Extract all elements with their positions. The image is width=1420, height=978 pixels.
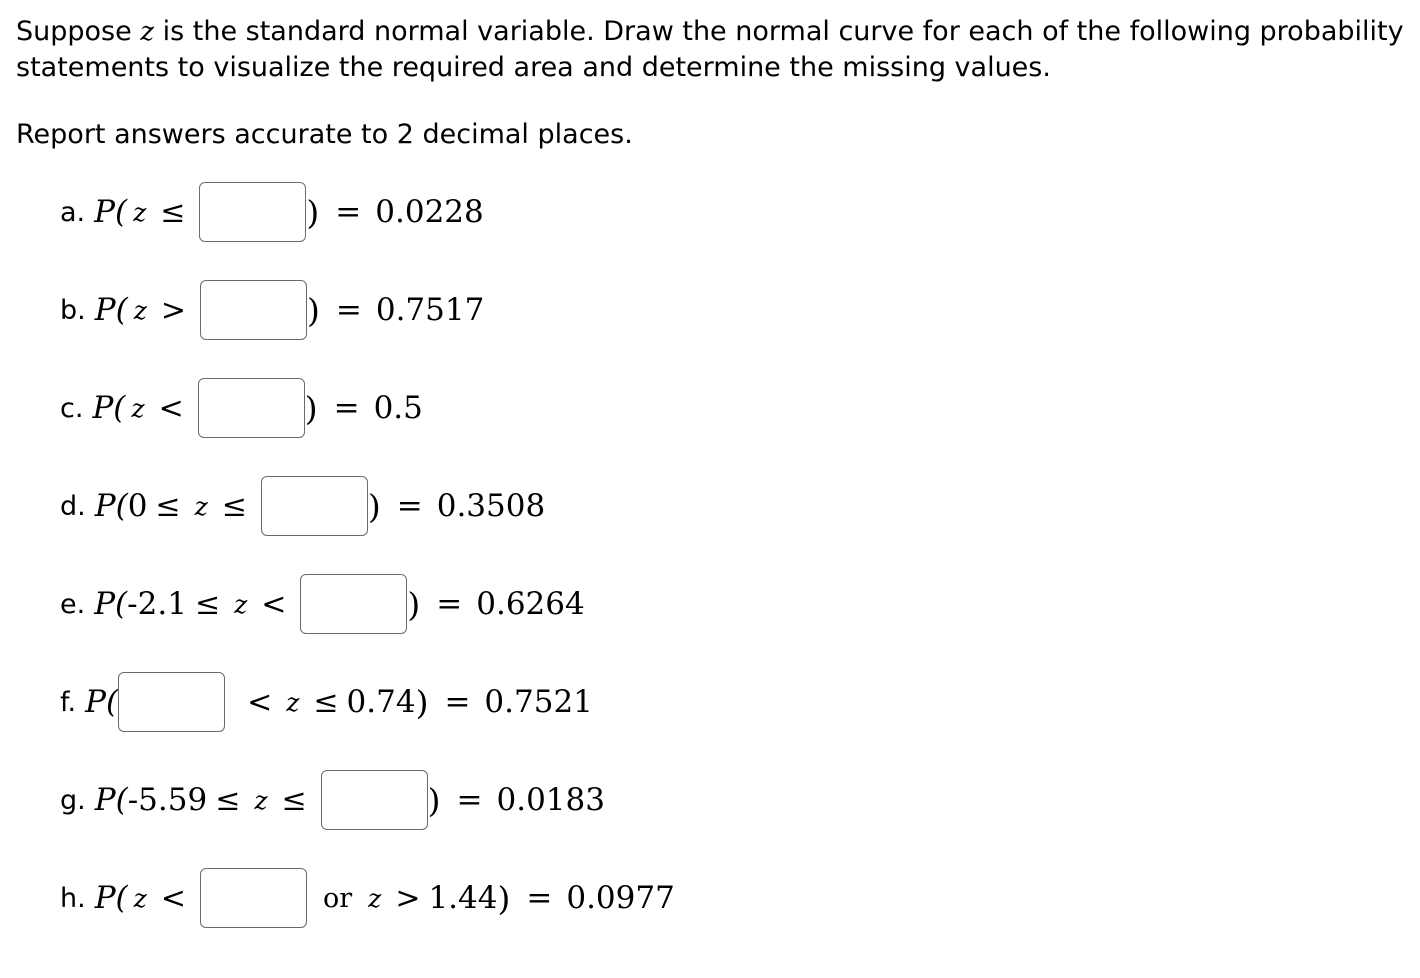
question-b-value: 0.7517 xyxy=(375,292,485,328)
answer-input-b[interactable] xyxy=(200,280,307,340)
question-c-p: P( xyxy=(92,390,126,426)
question-d-p: P( xyxy=(94,488,128,524)
question-b xyxy=(60,280,484,340)
question-g-operator-1: ≤ xyxy=(215,782,241,818)
question-c-z: z xyxy=(131,393,145,423)
question-b-p: P( xyxy=(94,292,128,328)
question-a-expression xyxy=(94,182,484,242)
question-e-label: e. xyxy=(60,588,86,620)
answer-input-h[interactable] xyxy=(200,868,307,928)
question-a-close-paren: ) xyxy=(306,192,320,232)
question-g-z: z xyxy=(254,785,268,815)
question-e-p: P( xyxy=(94,586,128,622)
question-c-expression xyxy=(92,378,422,438)
answer-input-e[interactable] xyxy=(300,574,407,634)
question-h-equals: = xyxy=(526,880,553,916)
question-f-value: 0.7521 xyxy=(484,684,593,720)
question-d-label: d. xyxy=(60,490,86,522)
question-b-expression xyxy=(95,280,485,340)
question-h-expression xyxy=(95,868,675,928)
question-e xyxy=(60,574,585,634)
question-g-equals: = xyxy=(456,782,483,818)
question-g-operator-2: ≤ xyxy=(281,782,307,818)
question-h-operator-2: > xyxy=(395,880,421,916)
question-f xyxy=(60,672,593,732)
question-d-operator-1: ≤ xyxy=(155,488,181,524)
question-a-label: a. xyxy=(60,196,86,228)
question-h-z: z xyxy=(133,883,147,913)
question-a-z: z xyxy=(133,197,147,227)
answer-input-c[interactable] xyxy=(198,378,305,438)
question-f-p: P( xyxy=(85,684,119,720)
question-b-close-paren: ) xyxy=(307,290,320,330)
question-h-p: P( xyxy=(94,880,128,916)
question-h-z-2: z xyxy=(368,883,382,913)
question-g-close-paren: ) xyxy=(427,780,441,820)
question-b-label: b. xyxy=(60,294,86,326)
question-d-equals: = xyxy=(396,488,423,524)
instructions-text: is the standard normal variable. Draw the normal curve for each of the following probability statements to visualize the required area and determine the missing values. xyxy=(16,16,1404,83)
question-b-z: z xyxy=(133,295,147,325)
question-g-value: 0.0183 xyxy=(496,782,605,818)
question-f-operator-1: < xyxy=(247,684,273,720)
question-c-value: 0.5 xyxy=(373,390,423,426)
instructions-variable: z xyxy=(140,17,155,47)
question-d-lower-bound: 0 xyxy=(127,488,148,524)
instructions xyxy=(16,14,1406,85)
question-e-operator-2: < xyxy=(261,586,287,622)
answer-input-a[interactable] xyxy=(199,182,306,242)
question-h-close-paren: ) xyxy=(497,878,511,918)
question-c-operator: < xyxy=(158,390,184,426)
question-f-upper-bound: 0.74 xyxy=(346,684,416,720)
question-h xyxy=(60,868,675,928)
question-g-label: g. xyxy=(60,784,86,816)
question-h-upper-bound: 1.44 xyxy=(428,880,498,916)
answer-input-f[interactable] xyxy=(118,672,225,732)
question-g-expression xyxy=(95,770,605,830)
question-c-label: c. xyxy=(60,392,84,424)
question-d xyxy=(60,476,545,536)
instructions-prefix: Suppose xyxy=(16,16,141,47)
question-h-value: 0.0977 xyxy=(566,880,675,916)
question-d-z: z xyxy=(194,491,208,521)
report-instruction: Report answers accurate to 2 decimal places. xyxy=(16,119,633,150)
question-f-operator-2: ≤ xyxy=(313,684,339,720)
question-d-close-paren: ) xyxy=(367,486,381,526)
question-f-label: f. xyxy=(60,686,77,718)
question-f-z: z xyxy=(286,687,300,717)
question-f-expression xyxy=(85,672,593,732)
answer-input-g[interactable] xyxy=(321,770,428,830)
question-c-equals: = xyxy=(333,390,360,426)
question-g-lower-bound: -5.59 xyxy=(127,782,208,818)
question-h-or: or xyxy=(322,882,353,914)
answer-input-d[interactable] xyxy=(261,476,368,536)
question-e-value: 0.6264 xyxy=(476,586,585,622)
question-f-close-paren: ) xyxy=(415,682,429,722)
question-d-expression xyxy=(95,476,545,536)
question-a-value: 0.0228 xyxy=(375,194,484,230)
question-b-operator: > xyxy=(160,292,186,328)
question-c-close-paren: ) xyxy=(304,388,318,428)
question-d-value: 0.3508 xyxy=(436,488,546,524)
question-b-equals: = xyxy=(335,292,362,328)
question-g xyxy=(60,770,605,830)
question-e-lower-bound: -2.1 xyxy=(127,586,187,622)
question-a-equals: = xyxy=(335,194,362,230)
question-e-expression xyxy=(94,574,585,634)
question-h-operator: < xyxy=(160,880,186,916)
question-c xyxy=(60,378,423,438)
question-e-operator-1: ≤ xyxy=(194,586,221,622)
question-a-p: P( xyxy=(94,194,128,230)
question-h-label: h. xyxy=(60,882,86,914)
question-e-equals: = xyxy=(436,586,463,622)
question-a xyxy=(60,182,484,242)
question-d-operator-2: ≤ xyxy=(221,488,247,524)
question-a-operator: ≤ xyxy=(160,194,186,230)
question-e-z: z xyxy=(234,589,248,619)
question-f-equals: = xyxy=(444,684,471,720)
question-e-close-paren: ) xyxy=(407,584,421,624)
question-g-p: P( xyxy=(94,782,128,818)
